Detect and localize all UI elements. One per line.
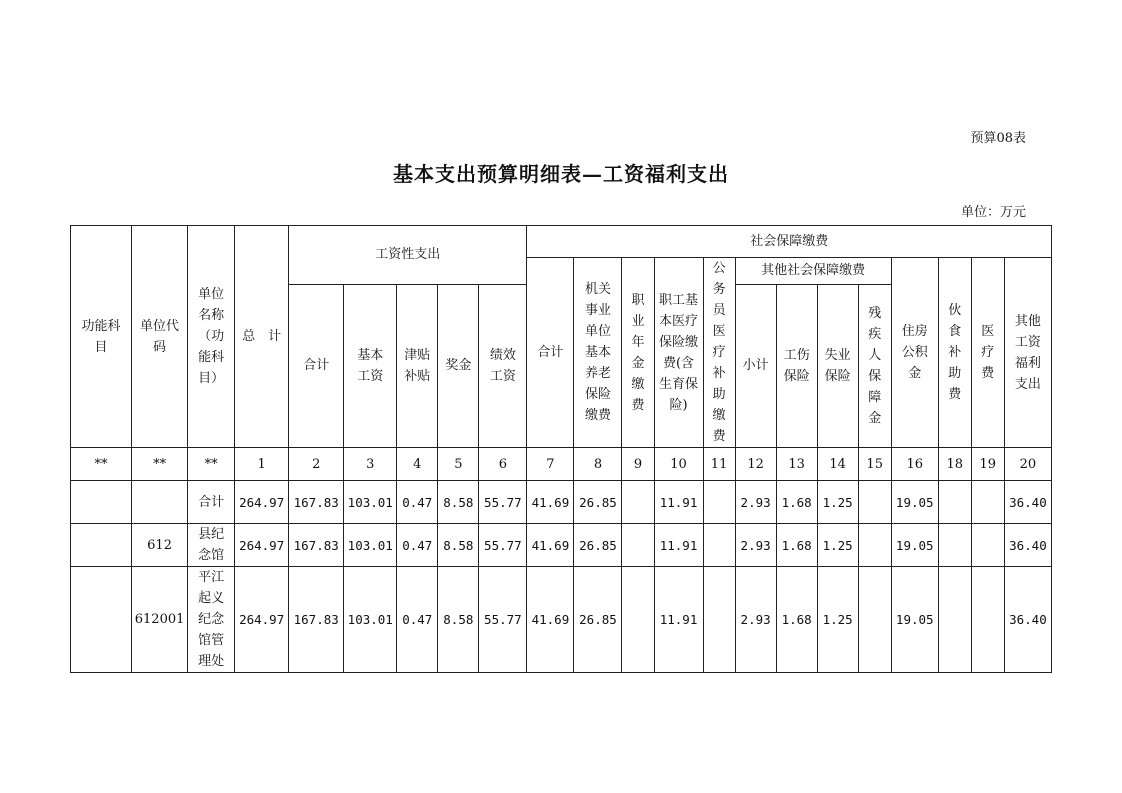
index-cell: 13 (776, 448, 817, 481)
cell-performance: 55.77 (479, 567, 527, 673)
cell-medical-fee (971, 481, 1004, 524)
cell-annuity (622, 567, 654, 673)
cell-injury: 1.68 (776, 567, 817, 673)
header-other-welfare: 其他工资福利支出 (1004, 258, 1051, 448)
cell-annuity (622, 524, 654, 567)
cell-other-welfare: 36.40 (1004, 481, 1051, 524)
header-civil-medical: 公务员医疗补助缴费 (703, 258, 735, 448)
budget-table (70, 225, 1052, 673)
cell-pension: 26.85 (574, 524, 622, 567)
index-cell: 1 (235, 448, 289, 481)
index-cell: 4 (397, 448, 438, 481)
header-func-subject: 功能科目 (71, 226, 132, 448)
header-other-social-group: 其他社会保障缴费 (735, 258, 891, 285)
cell-social-total: 41.69 (527, 524, 574, 567)
index-cell: 3 (344, 448, 397, 481)
cell-allowance: 0.47 (397, 567, 438, 673)
cell-meal-subsidy (938, 524, 971, 567)
cell-name: 县纪念馆 (188, 524, 235, 567)
cell-civil-medical (703, 481, 735, 524)
header-unemployment: 失业保险 (817, 284, 858, 447)
cell-injury: 1.68 (776, 524, 817, 567)
cell-func (71, 567, 132, 673)
cell-unemployment: 1.25 (817, 567, 858, 673)
cell-total: 264.97 (235, 524, 289, 567)
cell-other-welfare: 36.40 (1004, 567, 1051, 673)
cell-total: 264.97 (235, 481, 289, 524)
cell-injury: 1.68 (776, 481, 817, 524)
cell-disabled (858, 524, 891, 567)
index-cell: 18 (938, 448, 971, 481)
cell-pension: 26.85 (574, 567, 622, 673)
table-row (71, 567, 1052, 673)
header-other-subtotal: 小计 (735, 284, 776, 447)
table-row (71, 524, 1052, 567)
index-cell: 12 (735, 448, 776, 481)
index-row (71, 448, 1052, 481)
cell-code (132, 481, 188, 524)
cell-performance: 55.77 (479, 524, 527, 567)
cell-disabled (858, 481, 891, 524)
header-injury: 工伤保险 (776, 284, 817, 447)
index-cell: 5 (438, 448, 479, 481)
index-cell: 11 (703, 448, 735, 481)
cell-housing-fund: 19.05 (891, 524, 938, 567)
header-bonus: 奖金 (438, 284, 479, 447)
index-cell: ** (71, 448, 132, 481)
cell-meal-subsidy (938, 481, 971, 524)
cell-housing-fund: 19.05 (891, 567, 938, 673)
header-basic-wage: 基本工资 (344, 284, 397, 447)
cell-code: 612 (132, 524, 188, 567)
header-disabled: 残疾人保障金 (858, 284, 891, 447)
cell-total: 264.97 (235, 567, 289, 673)
header-annuity: 职业年金缴费 (622, 258, 654, 448)
cell-pension: 26.85 (574, 481, 622, 524)
cell-social-total: 41.69 (527, 567, 574, 673)
header-pension: 机关事业单位基本养老保险缴费 (574, 258, 622, 448)
header-social-group: 社会保障缴费 (527, 226, 1052, 258)
header-medical: 职工基本医疗保险缴费(含生育保险) (654, 258, 703, 448)
header-performance: 绩效工资 (479, 284, 527, 447)
unit-label: 单位：万元 (960, 205, 1026, 220)
index-cell: 8 (574, 448, 622, 481)
cell-social-total: 41.69 (527, 481, 574, 524)
cell-other-welfare: 36.40 (1004, 524, 1051, 567)
cell-name: 平江起义纪念馆管理处 (188, 567, 235, 673)
header-housing-fund: 住房公积金 (891, 258, 938, 448)
index-cell: 16 (891, 448, 938, 481)
index-cell: 2 (289, 448, 344, 481)
header-wage-total: 合计 (289, 284, 344, 447)
cell-civil-medical (703, 567, 735, 673)
form-number: 预算08表 (970, 131, 1026, 146)
cell-civil-medical (703, 524, 735, 567)
header-meal-subsidy: 伙食补助费 (938, 258, 971, 448)
cell-housing-fund: 19.05 (891, 481, 938, 524)
cell-unemployment: 1.25 (817, 524, 858, 567)
header-unit-name: 单位名称（功能科目） (188, 226, 235, 448)
cell-wage-total: 167.83 (289, 567, 344, 673)
index-cell: ** (132, 448, 188, 481)
index-cell: 19 (971, 448, 1004, 481)
cell-annuity (622, 481, 654, 524)
header-wage-group: 工资性支出 (289, 226, 527, 285)
header-unit-code: 单位代码 (132, 226, 188, 448)
cell-wage-total: 167.83 (289, 481, 344, 524)
cell-code: 612001 (132, 567, 188, 673)
index-cell: 14 (817, 448, 858, 481)
index-cell: 15 (858, 448, 891, 481)
header-total: 总 计 (235, 226, 289, 448)
cell-bonus: 8.58 (438, 481, 479, 524)
cell-allowance: 0.47 (397, 524, 438, 567)
header-medical-fee: 医疗费 (971, 258, 1004, 448)
cell-basic-wage: 103.01 (344, 567, 397, 673)
cell-basic-wage: 103.01 (344, 524, 397, 567)
cell-performance: 55.77 (479, 481, 527, 524)
index-cell: 6 (479, 448, 527, 481)
header-social-total: 合计 (527, 258, 574, 448)
cell-wage-total: 167.83 (289, 524, 344, 567)
cell-unemployment: 1.25 (817, 481, 858, 524)
cell-medical: 11.91 (654, 567, 703, 673)
cell-medical-fee (971, 524, 1004, 567)
cell-medical: 11.91 (654, 481, 703, 524)
header-allowance: 津贴补贴 (397, 284, 438, 447)
cell-other-subtotal: 2.93 (735, 567, 776, 673)
page-title: 基本支出预算明细表—工资福利支出 (393, 162, 729, 186)
cell-meal-subsidy (938, 567, 971, 673)
cell-medical-fee (971, 567, 1004, 673)
cell-other-subtotal: 2.93 (735, 481, 776, 524)
cell-other-subtotal: 2.93 (735, 524, 776, 567)
table-row-total (71, 481, 1052, 524)
index-cell: 20 (1004, 448, 1051, 481)
cell-bonus: 8.58 (438, 524, 479, 567)
cell-medical: 11.91 (654, 524, 703, 567)
cell-func (71, 524, 132, 567)
index-cell: ** (188, 448, 235, 481)
cell-bonus: 8.58 (438, 567, 479, 673)
cell-name: 合计 (188, 481, 235, 524)
cell-disabled (858, 567, 891, 673)
index-cell: 7 (527, 448, 574, 481)
cell-basic-wage: 103.01 (344, 481, 397, 524)
cell-func (71, 481, 132, 524)
cell-allowance: 0.47 (397, 481, 438, 524)
index-cell: 9 (622, 448, 654, 481)
index-cell: 10 (654, 448, 703, 481)
